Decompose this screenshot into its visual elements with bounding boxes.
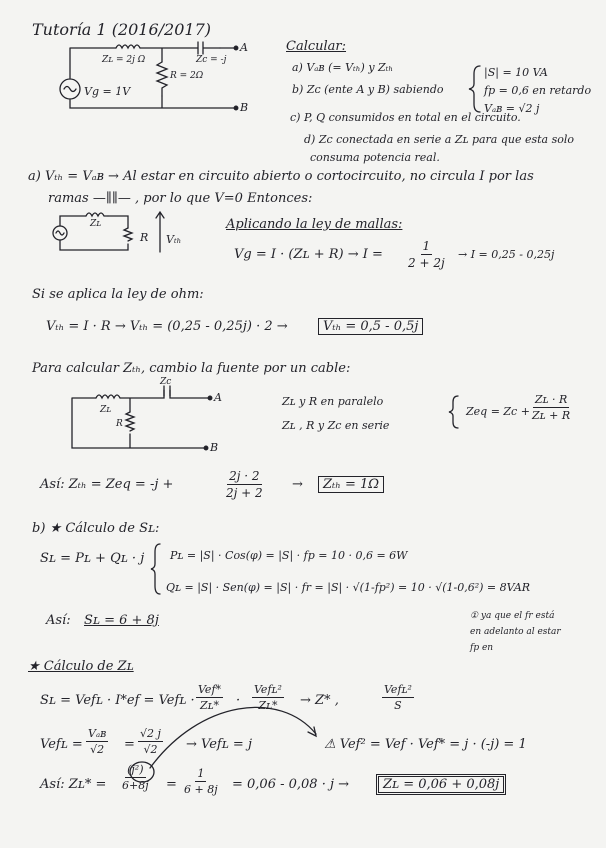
sl-frac-2-num: Vefʟ² xyxy=(254,683,282,696)
calcular-item-b: b) Zᴄ (ente A y B) sabiendo xyxy=(292,83,444,96)
circuit2-zc-label: Zc xyxy=(160,377,172,387)
sl-tail: → Z* , xyxy=(300,693,339,708)
zl-heading: ★ Cálculo de Zʟ xyxy=(28,659,134,674)
node-a-label: A xyxy=(240,41,248,54)
circuit2-node-b: B xyxy=(210,441,219,454)
part-a-line1: a) Vₜₕ = Vₐʙ → Al estar en circuito abierto o cortocircuito, no circula I por las xyxy=(28,169,534,184)
parallel-note: Zʟ y R en paralelo xyxy=(282,395,384,408)
inductor-coil-1 xyxy=(116,45,140,48)
zth-result-box: Zₜₕ = 1Ω xyxy=(318,476,384,493)
ohm-result-box: Vₜₕ = 0,5 - 0,5j xyxy=(318,318,423,335)
ql-line: Qʟ = |S| · Sen(φ) = |S| · fr = |S| · √(1-fp²) = 10 · √(1-0,6²) = 8VAR xyxy=(166,581,531,594)
resistor-1 xyxy=(157,62,167,96)
serie-note: Zʟ , R y Zc en serie xyxy=(282,419,390,432)
zl-frac-2 xyxy=(184,768,218,795)
page-title: Tutoría 1 (2016/2017) xyxy=(32,20,212,39)
zth-heading: Para calcular Zₜₕ, cambio la fuente por un cable: xyxy=(32,361,351,376)
part-b-heading: b) ★ Cálculo de Sʟ: xyxy=(32,521,160,536)
given-s: |S| = 10 VA xyxy=(484,66,548,79)
sl-frac-2-den: Zʟ* xyxy=(258,699,278,712)
ohm-equation: Vₜₕ = I · R → Vₜₕ = (0,25 - 0,25j) · 2 → xyxy=(46,319,288,334)
zth-asi-equation: Así: Zₜₕ = Zeq = -j + xyxy=(40,477,174,492)
vef-frac-2-num: √2 j xyxy=(140,727,161,740)
circuit1-vg-label: Vg = 1V xyxy=(84,85,131,98)
sl-frac-3-den: S xyxy=(394,699,402,712)
vef-frac-2-den: √2 xyxy=(143,743,158,756)
zl-mid: = 0,06 - 0,08 · j → xyxy=(232,777,350,792)
circuit2-node-a: A xyxy=(214,391,222,404)
vth-arrow xyxy=(156,212,164,252)
sl-dot: · xyxy=(236,693,241,708)
circuit1-zl-label: Zʟ = 2j Ω xyxy=(102,55,146,65)
mesh-equation: Vg = I · (Zʟ + R) → I = xyxy=(234,247,383,262)
fr-note-2: en adelanto al estar xyxy=(470,627,561,637)
calcular-item-d2: consuma potencia real. xyxy=(310,151,440,164)
sl-result: Sʟ = 6 + 8j xyxy=(84,613,159,628)
sl-frac-3-num: Vefʟ² xyxy=(384,683,412,696)
fr-note-3: fp en xyxy=(470,643,494,653)
vef-lhs: Vefʟ = xyxy=(40,737,83,752)
sl-frac-1-num: Vef* xyxy=(198,683,222,696)
zl-eq-sign: = xyxy=(166,777,177,792)
mesh-fraction-num: 1 xyxy=(422,239,431,253)
calcular-item-d1: d) Zc conectada en serie a Zʟ para que esta solo xyxy=(304,133,575,146)
zl-asi-lhs: Así: Zʟ* = xyxy=(40,777,107,792)
sl-frac-1 xyxy=(196,684,223,711)
given-vab: Vₐʙ = √2 j xyxy=(484,102,540,115)
vef-eq-sign: = xyxy=(124,737,135,752)
zth-fraction xyxy=(226,470,263,499)
circuit2-wires xyxy=(72,390,210,448)
calcular-item-c: c) P, Q consumidos en total en el circuito. xyxy=(290,111,521,124)
small-r-label: R xyxy=(140,231,149,244)
given-brace xyxy=(469,66,480,112)
sl-frac-1-den: Zʟ* xyxy=(199,699,220,712)
sl-asi: Así: xyxy=(46,613,71,628)
mesh-heading: Aplicando la ley de mallas: xyxy=(226,217,403,232)
zeq-fraction-den: Zʟ + R xyxy=(532,409,571,422)
sl-frac-3 xyxy=(382,684,414,711)
pl-line: Pʟ = |S| · Cos(φ) = |S| · fp = 10 · 0,6 = 6W xyxy=(170,549,408,562)
node-b-label: B xyxy=(240,101,249,114)
ohm-heading: Si se aplica la ley de ohm: xyxy=(32,287,204,302)
sl-definition: Sʟ = Pʟ + Qʟ · j xyxy=(40,551,145,566)
capacitor-1 xyxy=(198,42,220,54)
calcular-heading: Calcular: xyxy=(286,39,347,54)
circuit1-zc-label: Zc = -j xyxy=(196,55,227,65)
vef-note: ⚠ Vef² = Vef · Vef* = j · (-j) = 1 xyxy=(324,737,527,752)
vef-frac-2 xyxy=(138,728,163,755)
calcular-item-a: a) Vₐʙ (= Vₜₕ) y Zₜₕ xyxy=(292,61,394,74)
vef-result: → Vefʟ = j xyxy=(186,737,252,752)
zth-fraction-den: 2j + 2 xyxy=(226,486,263,500)
small-zl-label: Zʟ xyxy=(90,219,102,229)
circuit1-r-label: R = 2Ω xyxy=(170,71,204,81)
zeq-fraction-num: Zʟ · R xyxy=(534,393,568,406)
zl-frac-1 xyxy=(122,764,149,791)
zl-frac-2-num: 1 xyxy=(197,767,205,780)
circuit2-r-label: R xyxy=(116,419,123,429)
zl-frac-1-num: (j²) xyxy=(127,763,144,776)
sl-equation: Sʟ = Vefʟ · I*ef = Vefʟ · xyxy=(40,693,195,708)
zth-arrow: → xyxy=(292,477,303,492)
mesh-fraction-den: 2 + 2j xyxy=(408,256,445,270)
zth-fraction-num: 2j · 2 xyxy=(229,469,260,483)
mesh-result: → I = 0,25 - 0,25j xyxy=(458,248,555,261)
small-vth-label: Vₜₕ xyxy=(166,233,182,246)
mesh-fraction xyxy=(408,240,445,269)
zeq-fraction xyxy=(532,394,570,421)
part-a-line2: ramas —∥∥— , por lo que V=0 Entonces: xyxy=(48,191,313,206)
fr-note-1: ① ya que el fr está xyxy=(470,611,555,621)
zl-frac-1-den: 6+8j xyxy=(122,779,149,792)
vef-frac-1 xyxy=(86,728,108,755)
vef-frac-1-num: Vₐʙ xyxy=(88,727,107,740)
sl-frac-2 xyxy=(252,684,284,711)
given-fp: fp = 0,6 en retardo xyxy=(484,84,592,97)
circuit2-zl-label: Zʟ xyxy=(100,405,112,415)
zeq-lhs: Zeq = Zc + xyxy=(466,405,530,418)
zl-result-box: Zʟ = 0,06 + 0,08j xyxy=(376,774,506,795)
zl-frac-2-den: 6 + 8j xyxy=(184,783,218,796)
vef-frac-1-den: √2 xyxy=(90,743,105,756)
